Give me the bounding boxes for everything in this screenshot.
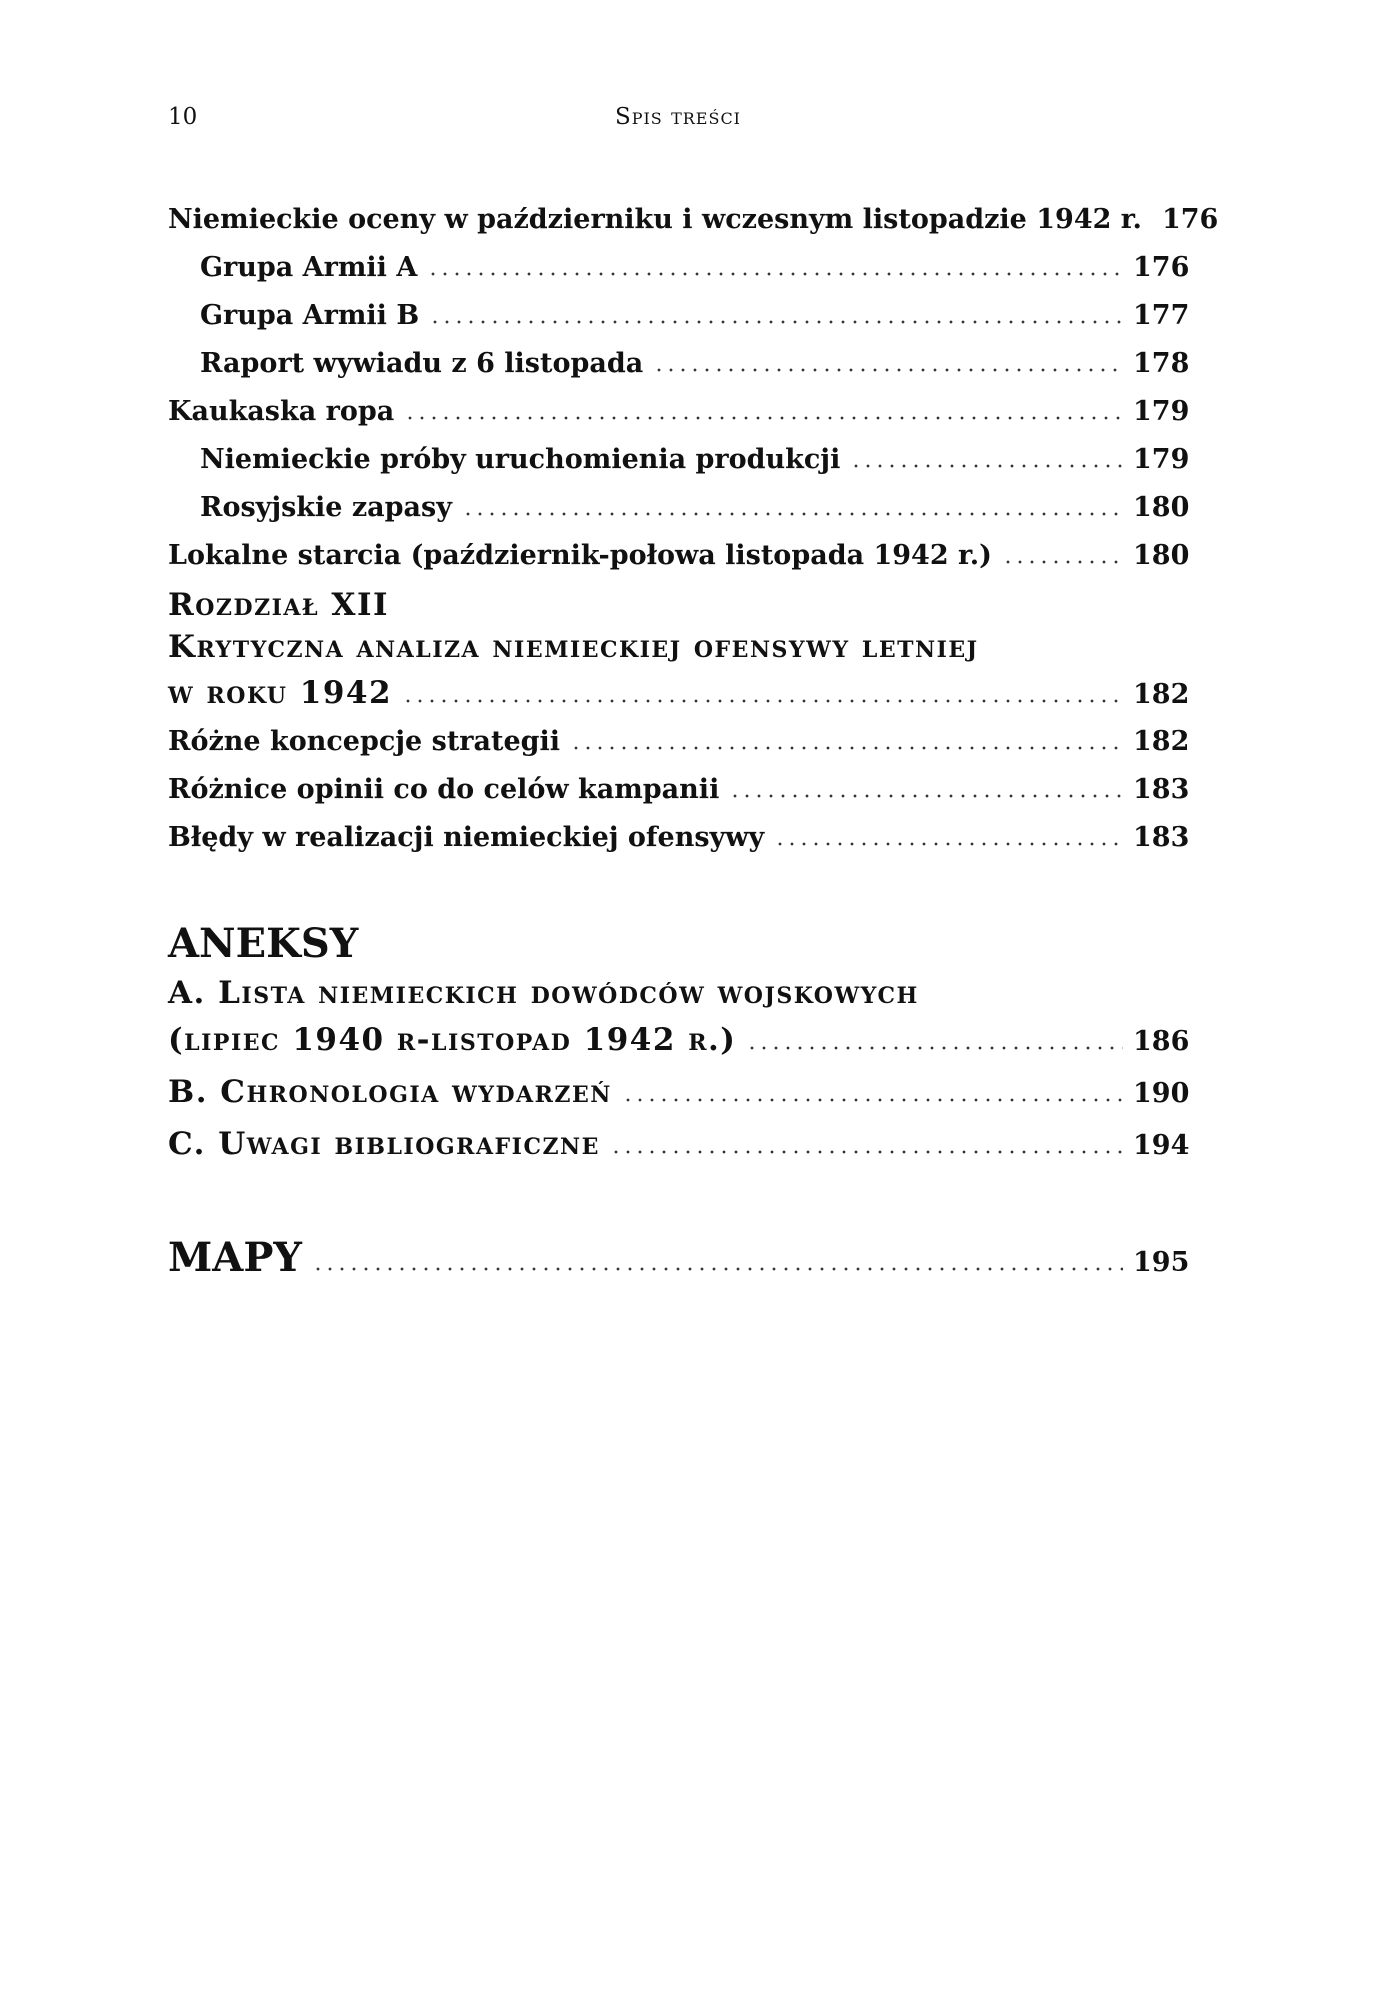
toc-entry	[168, 766, 1188, 814]
toc-entry-page: 180	[1133, 492, 1190, 523]
toc-entry-page: 194	[1133, 1130, 1190, 1161]
aneks-a-line: (lipiec 1940 r-listopad 1942 r.)	[168, 1022, 737, 1058]
leader-dots	[1002, 560, 1123, 564]
toc-entry-page: 179	[1133, 396, 1190, 427]
toc-entry	[168, 196, 1219, 244]
toc-entry-label: Raport wywiadu z 6 listopada	[200, 348, 644, 379]
toc-entry	[168, 718, 1188, 766]
toc-entry-page: 182	[1133, 679, 1190, 710]
toc-entry-page: 176	[1133, 252, 1190, 283]
toc-entry	[168, 814, 1188, 862]
aneks-b-label: B. Chronologia wydarzeń	[168, 1074, 612, 1110]
aneks-c-entry	[168, 1118, 1188, 1170]
toc-entry	[168, 244, 1188, 292]
leader-dots	[402, 699, 1123, 703]
toc-entry-page: 183	[1133, 774, 1190, 805]
aneks-b-entry	[168, 1066, 1188, 1118]
toc-entry-label: Grupa Armii A	[200, 252, 418, 283]
aneksy-heading: ANEKSY	[168, 920, 359, 967]
toc-entry-page: 182	[1133, 726, 1190, 757]
mapy-entry	[168, 1228, 1188, 1288]
page-header	[168, 104, 1188, 130]
mapy-label: MAPY	[168, 1234, 302, 1281]
leader-dots	[746, 1046, 1123, 1050]
chapter-number: Rozdział XII	[168, 587, 389, 623]
leader-dots	[429, 320, 1123, 324]
aneksy-section	[168, 916, 1188, 1170]
leader-dots	[622, 1098, 1123, 1102]
page-number: 10	[168, 104, 198, 130]
toc-entry-label: Niemieckie próby uruchomienia produkcji	[200, 444, 841, 475]
leader-dots	[462, 512, 1123, 516]
leader-dots	[404, 416, 1123, 420]
aneks-a-entry	[168, 1014, 1188, 1066]
toc-entry-page: 176	[1161, 204, 1219, 235]
toc-entry-page: 178	[1133, 348, 1190, 379]
leader-dots	[850, 464, 1123, 468]
table-of-contents	[168, 196, 1219, 1288]
toc-entry-page: 195	[1133, 1247, 1190, 1278]
leader-dots	[774, 842, 1123, 846]
leader-dots	[427, 272, 1123, 276]
toc-entry-label: Błędy w realizacji niemieckiej ofensywy	[168, 822, 765, 853]
toc-entry-label: Różne koncepcje strategii	[168, 726, 561, 757]
toc-entry	[168, 292, 1188, 340]
toc-entry-label: Rosyjskie zapasy	[200, 492, 452, 523]
toc-entry	[168, 388, 1188, 436]
toc-entry-page: 177	[1133, 300, 1190, 331]
toc-entry-page: 179	[1133, 444, 1190, 475]
toc-entry-page: 180	[1133, 540, 1190, 571]
toc-entry	[168, 532, 1188, 580]
chapter-title-entry	[168, 668, 1188, 718]
toc-entry-label: Lokalne starcia (październik-połowa listopada 1942 r.)	[168, 540, 992, 571]
chapter-heading	[168, 584, 1188, 718]
aneks-a-line: A. Lista niemieckich dowódców wojskowych	[168, 975, 919, 1011]
toc-entry-page: 186	[1133, 1026, 1190, 1057]
toc-entry	[168, 484, 1188, 532]
toc-group-a	[168, 196, 1219, 580]
chapter-title-line: w roku 1942	[168, 675, 393, 711]
leader-dots	[570, 746, 1123, 750]
toc-entry-label: Kaukaska ropa	[168, 396, 395, 427]
toc-entry-label: Niemieckie oceny w październiku i wczesnym listopadzie 1942 r.	[168, 204, 1142, 235]
toc-group-b	[168, 718, 1188, 862]
leader-dots	[312, 1267, 1123, 1271]
aneks-c-label: C. Uwagi bibliograficzne	[168, 1126, 600, 1162]
toc-entry-page: 190	[1133, 1078, 1190, 1109]
leader-dots	[610, 1150, 1123, 1154]
leader-dots	[729, 794, 1123, 798]
toc-entry	[168, 340, 1188, 388]
toc-entry-label: Grupa Armii B	[200, 300, 420, 331]
running-title: Spis treści	[614, 104, 742, 130]
leader-dots	[653, 368, 1123, 372]
toc-entry-label: Różnice opinii co do celów kampanii	[168, 774, 720, 805]
toc-entry	[168, 436, 1188, 484]
chapter-title-line: Krytyczna analiza niemieckiej ofensywy letniej	[168, 629, 979, 665]
toc-entry-page: 183	[1133, 822, 1190, 853]
